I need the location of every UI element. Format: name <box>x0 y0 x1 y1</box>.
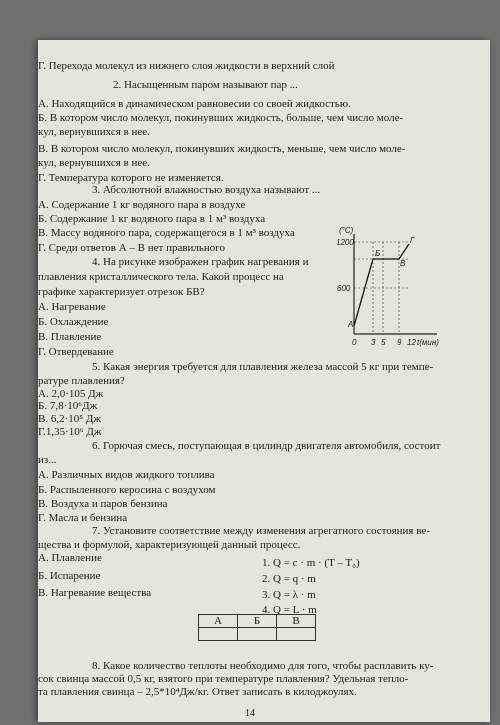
point-v-label: В <box>400 259 406 268</box>
answer-table-blank-row <box>199 628 316 641</box>
text-line: 5. Какая энергия требуется для плавления железа массой 5 кг при темпе- <box>92 361 434 373</box>
text-line: 2. Q = q · m <box>262 573 316 585</box>
text-line: из... <box>38 454 57 466</box>
answer-col-b: Б <box>238 615 277 628</box>
point-a-label: А <box>348 320 354 329</box>
x-tick-12: 12 <box>407 338 416 347</box>
text-line: графике характеризует отрезок БВ? <box>38 286 205 298</box>
text-line: 3. Абсолютной влажностью воздуха называют ... <box>92 184 321 196</box>
text-line: 3. Q = λ · m <box>262 589 316 601</box>
text-line: В. Нагревание вещества <box>38 587 152 599</box>
answer-col-v: В <box>277 615 316 628</box>
text-line: плавления кристаллического тела. Какой процесс на <box>38 271 284 283</box>
text-line: А. Находящийся в динамическом равновесии со своей жидкостью. <box>38 98 351 110</box>
page-number: 14 <box>245 708 255 719</box>
text-line: Б. Содержание 1 кг водяного пара в 1 м³ воздуха <box>38 213 266 225</box>
text-line: 7. Установите соответствие между изменения агрегатного состояния ве- <box>92 525 430 537</box>
text-line: 4. Q = L · m <box>262 604 317 616</box>
text-line: сок свинца массой 0,5 кг, взятого при температуре плавления? Удельная тепло- <box>38 673 409 685</box>
x-tick-3: 3 <box>371 338 376 347</box>
text-line: Г. Перехода молекул из нижнего слоя жидкости в верхний слой <box>38 60 335 72</box>
text-line: ратуре плавления? <box>38 375 125 387</box>
text-line: В. Воздуха и паров бензина <box>38 498 168 510</box>
text-line: Г. Масла и бензина <box>38 512 128 524</box>
text-line: В. Плавление <box>38 331 102 343</box>
text-line: А. Различных видов жидкого топлива <box>38 469 215 481</box>
heating-curve <box>354 244 409 326</box>
x-tick-9: 9 <box>397 338 402 347</box>
x-tick-0: 0 <box>352 338 357 347</box>
text-line: А. Плавление <box>38 552 102 564</box>
text-line: кул, вернувшихся в нее. <box>38 157 150 169</box>
text-line: Б. Охлаждение <box>38 316 109 328</box>
y-tick-1200: 1200 <box>337 238 354 247</box>
text-line: 1. Q = c · m · (T – T₀) <box>262 557 360 569</box>
text-line: Б. В котором число молекул, покинувших жидкость, больше, чем число моле- <box>38 112 404 124</box>
text-line: В. Массу водяного пара, содержащегося в 1 м³ воздуха <box>38 227 295 239</box>
x-tick-5: 5 <box>381 338 386 347</box>
text-line: 6. Горючая смесь, поступающая в цилиндр двигателя автомобиля, состоит <box>92 440 441 452</box>
text-line: В. 6,2·10⁵ Дж <box>38 413 101 425</box>
chart-svg <box>337 226 452 351</box>
text-line: Б. Распыленного керосина с воздухом <box>38 484 216 496</box>
text-line: Б. Испарение <box>38 570 101 582</box>
answer-table <box>198 614 316 641</box>
text-line: А. Нагревание <box>38 301 106 313</box>
text-line: Г. Отвердевание <box>38 346 114 358</box>
text-line: А. Содержание 1 кг водяного пара в воздухе <box>38 199 246 211</box>
text-line: 2. Насыщенным паром называют пар ... <box>113 79 298 91</box>
text-line: Г. Температура которого не изменяется. <box>38 172 224 184</box>
answer-table-header <box>199 615 316 628</box>
answer-cell-a[interactable] <box>199 628 238 641</box>
text-line: та плавления свинца – 2,5*10⁴Дж/кг. Ответ записать в килоджоулях. <box>38 686 357 698</box>
text-line: В. В котором число молекул, покинувших жидкость, меньше, чем число моле- <box>38 143 406 155</box>
answer-col-a: А <box>199 615 238 628</box>
y-tick-600: 600 <box>337 284 351 293</box>
text-line: Г. Среди ответов А – В нет правильного <box>38 242 226 254</box>
text-line: А. 2,0·105 Дж <box>38 388 104 400</box>
text-line: 4. На рисунке изображен график нагревания и <box>92 256 309 268</box>
text-line: щества и формулой, характеризующей данный процесс. <box>38 539 301 551</box>
answer-cell-b[interactable] <box>238 628 277 641</box>
text-line: Б. 7,8·10⁶Дж <box>38 400 98 412</box>
heating-melting-chart <box>337 226 452 351</box>
point-g-label: Г <box>410 236 415 245</box>
text-line: Г.1,35·10⁶ Дж <box>38 426 102 438</box>
answer-cell-v[interactable] <box>277 628 316 641</box>
text-line: кул, вернувшихся в нее. <box>38 126 150 138</box>
y-axis-label: (°C) <box>339 226 354 235</box>
point-b-label: Б <box>375 249 381 258</box>
x-axis-label: t(мин) <box>417 338 439 347</box>
text-line: 8. Какое количество теплоты необходимо для того, чтобы расплавить ку- <box>92 660 434 672</box>
